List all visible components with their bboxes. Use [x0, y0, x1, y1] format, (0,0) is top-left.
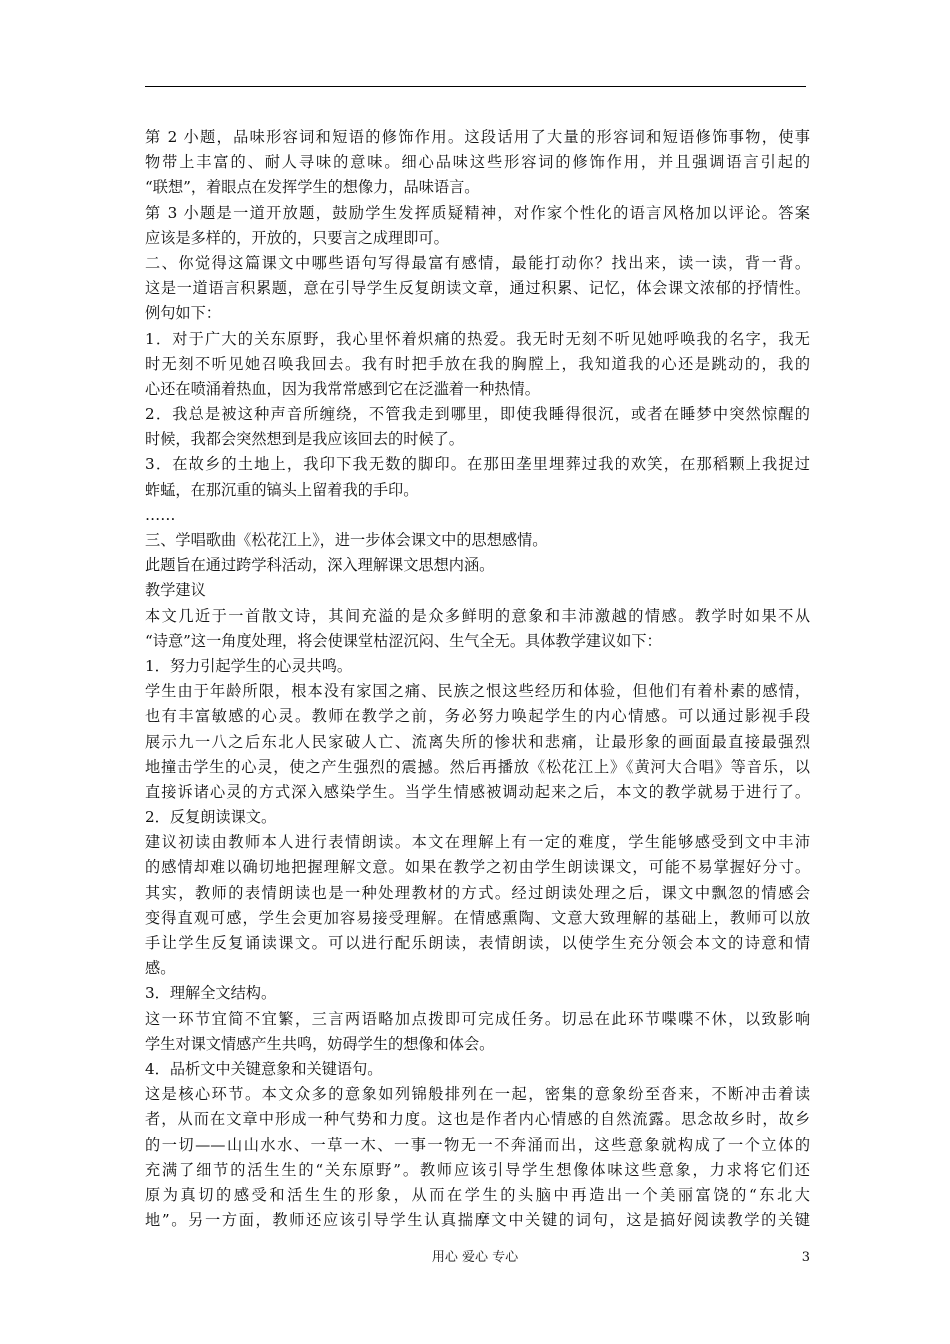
text-line: 例句如下： [145, 304, 221, 323]
text-line: 1．努力引起学生的心灵共鸣。 [145, 656, 353, 675]
text-line: 者，从而在文章中形成一种气势和力度。这也是作者内心情感的自然流露。思念故乡时，故乡 [145, 1110, 810, 1129]
text-line: 学生对课文情感产生共鸣，妨碍学生的想像和体会。 [145, 1034, 495, 1053]
text-line: 2．我总是被这种声音所缠绕，不管我走到哪里，即使我睡得很沉，或者在睡梦中突然惊醒的 [145, 405, 810, 424]
text-line: 感。 [145, 959, 176, 978]
text-line: 心还在喷涌着热血，因为我常常感到它在泛滥着一种热情。 [145, 379, 540, 398]
text-line: 地”。另一方面，教师还应该引导学生认真揣摩文中关键的词句，这是搞好阅读教学的关键 [145, 1211, 810, 1230]
text-line: 蚱蜢，在那沉重的镐头上留着我的手印。 [145, 480, 419, 499]
text-line: 变得直观可感，学生会更加容易接受理解。在情感熏陶、文意大致理解的基础上，教师可以放 [145, 908, 810, 927]
text-line: 手让学生反复诵读课文。可以进行配乐朗读，表情朗读，以使学生充分领会本文的诗意和情 [145, 934, 810, 952]
document-body [145, 125, 810, 1233]
text-line: 这是核心环节。本文众多的意象如列锦般排列在一起，密集的意象纷至沓来，不断冲击着读 [145, 1085, 810, 1104]
text-line: 物带上丰富的、耐人寻味的意味。细心品味这些形容词的修饰作用，并且强调语言引起的 [145, 153, 810, 172]
page-number: 3 [801, 1250, 810, 1265]
text-line: 这是一道语言积累题，意在引导学生反复朗读文章，通过积累、记忆，体会课文浓郁的抒情性。 [145, 279, 810, 298]
header-rule [145, 86, 806, 87]
text-line: 学生由于年龄所限，根本没有家国之痛、民族之恨这些经历和体验，但他们有着朴素的感情， [145, 682, 810, 701]
text-line: 其实，教师的表情朗读也是一种处理教材的方式。经过朗读处理之后，课文中飘忽的情感会 [145, 883, 810, 902]
text-line: 3．在故乡的土地上，我印下我无数的脚印。在那田垄里埋葬过我的欢笑，在那稻颗上我捉过 [145, 455, 810, 474]
text-line: 第 3 小题是一道开放题，鼓励学生发挥质疑精神，对作家个性化的语言风格加以评论。答案 [145, 203, 810, 222]
text-line: 地撞击学生的心灵，使之产生强烈的震撼。然后再播放《松花江上》《黄河大合唱》等音乐，以 [145, 757, 810, 776]
text-line: 此题旨在通过跨学科活动，深入理解课文思想内涵。 [145, 556, 495, 575]
text-line: 2．反复朗读课文。 [145, 808, 277, 827]
text-line: 这一环节宜简不宜繁，三言两语略加点拨即可完成任务。切忌在此环节喋喋不休，以致影响 [145, 1009, 810, 1028]
text-line: 展示九一八之后东北人民家破人亡、流离失所的惨状和悲痛，让最形象的画面最直接最强烈 [145, 732, 810, 751]
text-line: 三、学唱歌曲《松花江上》，进一步体会课文中的思想感情。 [145, 531, 548, 549]
text-line: 的一切——山山水水、一草一木、一事一物无一不奔涌而出，这些意象就构成了一个立体的 [145, 1135, 810, 1154]
text-line: “联想”，着眼点在发挥学生的想像力，品味语言。 [145, 178, 480, 197]
text-line: “诗意”这一角度处理，将会使课堂枯涩沉闷、生气全无。具体教学建议如下： [145, 631, 662, 650]
text-line: 3．理解全文结构。 [145, 984, 277, 1003]
text-line: 第 2 小题，品味形容词和短语的修饰作用。这段话用了大量的形容词和短语修饰事物，使事 [145, 128, 810, 146]
text-line: 教学建议 [145, 581, 206, 600]
text-line: 二、你觉得这篇课文中哪些语句写得最富有感情，最能打动你？找出来，读一读，背一背。 [145, 253, 810, 272]
text-line: 1．对于广大的关东原野，我心里怀着炽痛的热爱。我无时无刻不听见她呼唤我的名字，我无 [145, 329, 810, 348]
text-line: 直接诉诸心灵的方式深入感染学生。当学生情感被调动起来之后，本文的教学就易于进行了。 [145, 782, 810, 801]
text-line: 充满了细节的活生生的“关东原野”。教师应该引导学生想像体味这些意象，力求将它们还 [145, 1160, 810, 1179]
footer-motto: 用心 爱心 专心 [431, 1250, 519, 1265]
text-line: 也有丰富敏感的心灵。教师在教学之前，务必努力唤起学生的内心情感。可以通过影视手段 [145, 707, 810, 726]
text-line: …… [145, 505, 176, 524]
text-line: 4．品析文中关键意象和关键语句。 [145, 1059, 383, 1078]
text-line: 原为真切的感受和活生生的形象，从而在学生的头脑中再造出一个美丽富饶的“东北大 [145, 1185, 810, 1204]
text-line: 本文几近于一首散文诗，其间充溢的是众多鲜明的意象和丰沛激越的情感。教学时如果不从 [145, 606, 810, 625]
text-line: 时候，我都会突然想到是我应该回去的时候了。 [145, 430, 464, 449]
text-line: 时无刻不听见她召唤我回去。我有时把手放在我的胸膛上，我知道我的心还是跳动的，我的 [145, 354, 810, 373]
text-line: 的感情却难以确切地把握理解文意。如果在教学之初由学生朗读课文，可能不易掌握好分寸。 [145, 858, 810, 877]
text-line: 建议初读由教师本人进行表情朗读。本文在理解上有一定的难度，学生能够感受到文中丰沛 [145, 833, 810, 852]
text-line: 应该是多样的，开放的，只要言之成理即可。 [145, 228, 449, 247]
